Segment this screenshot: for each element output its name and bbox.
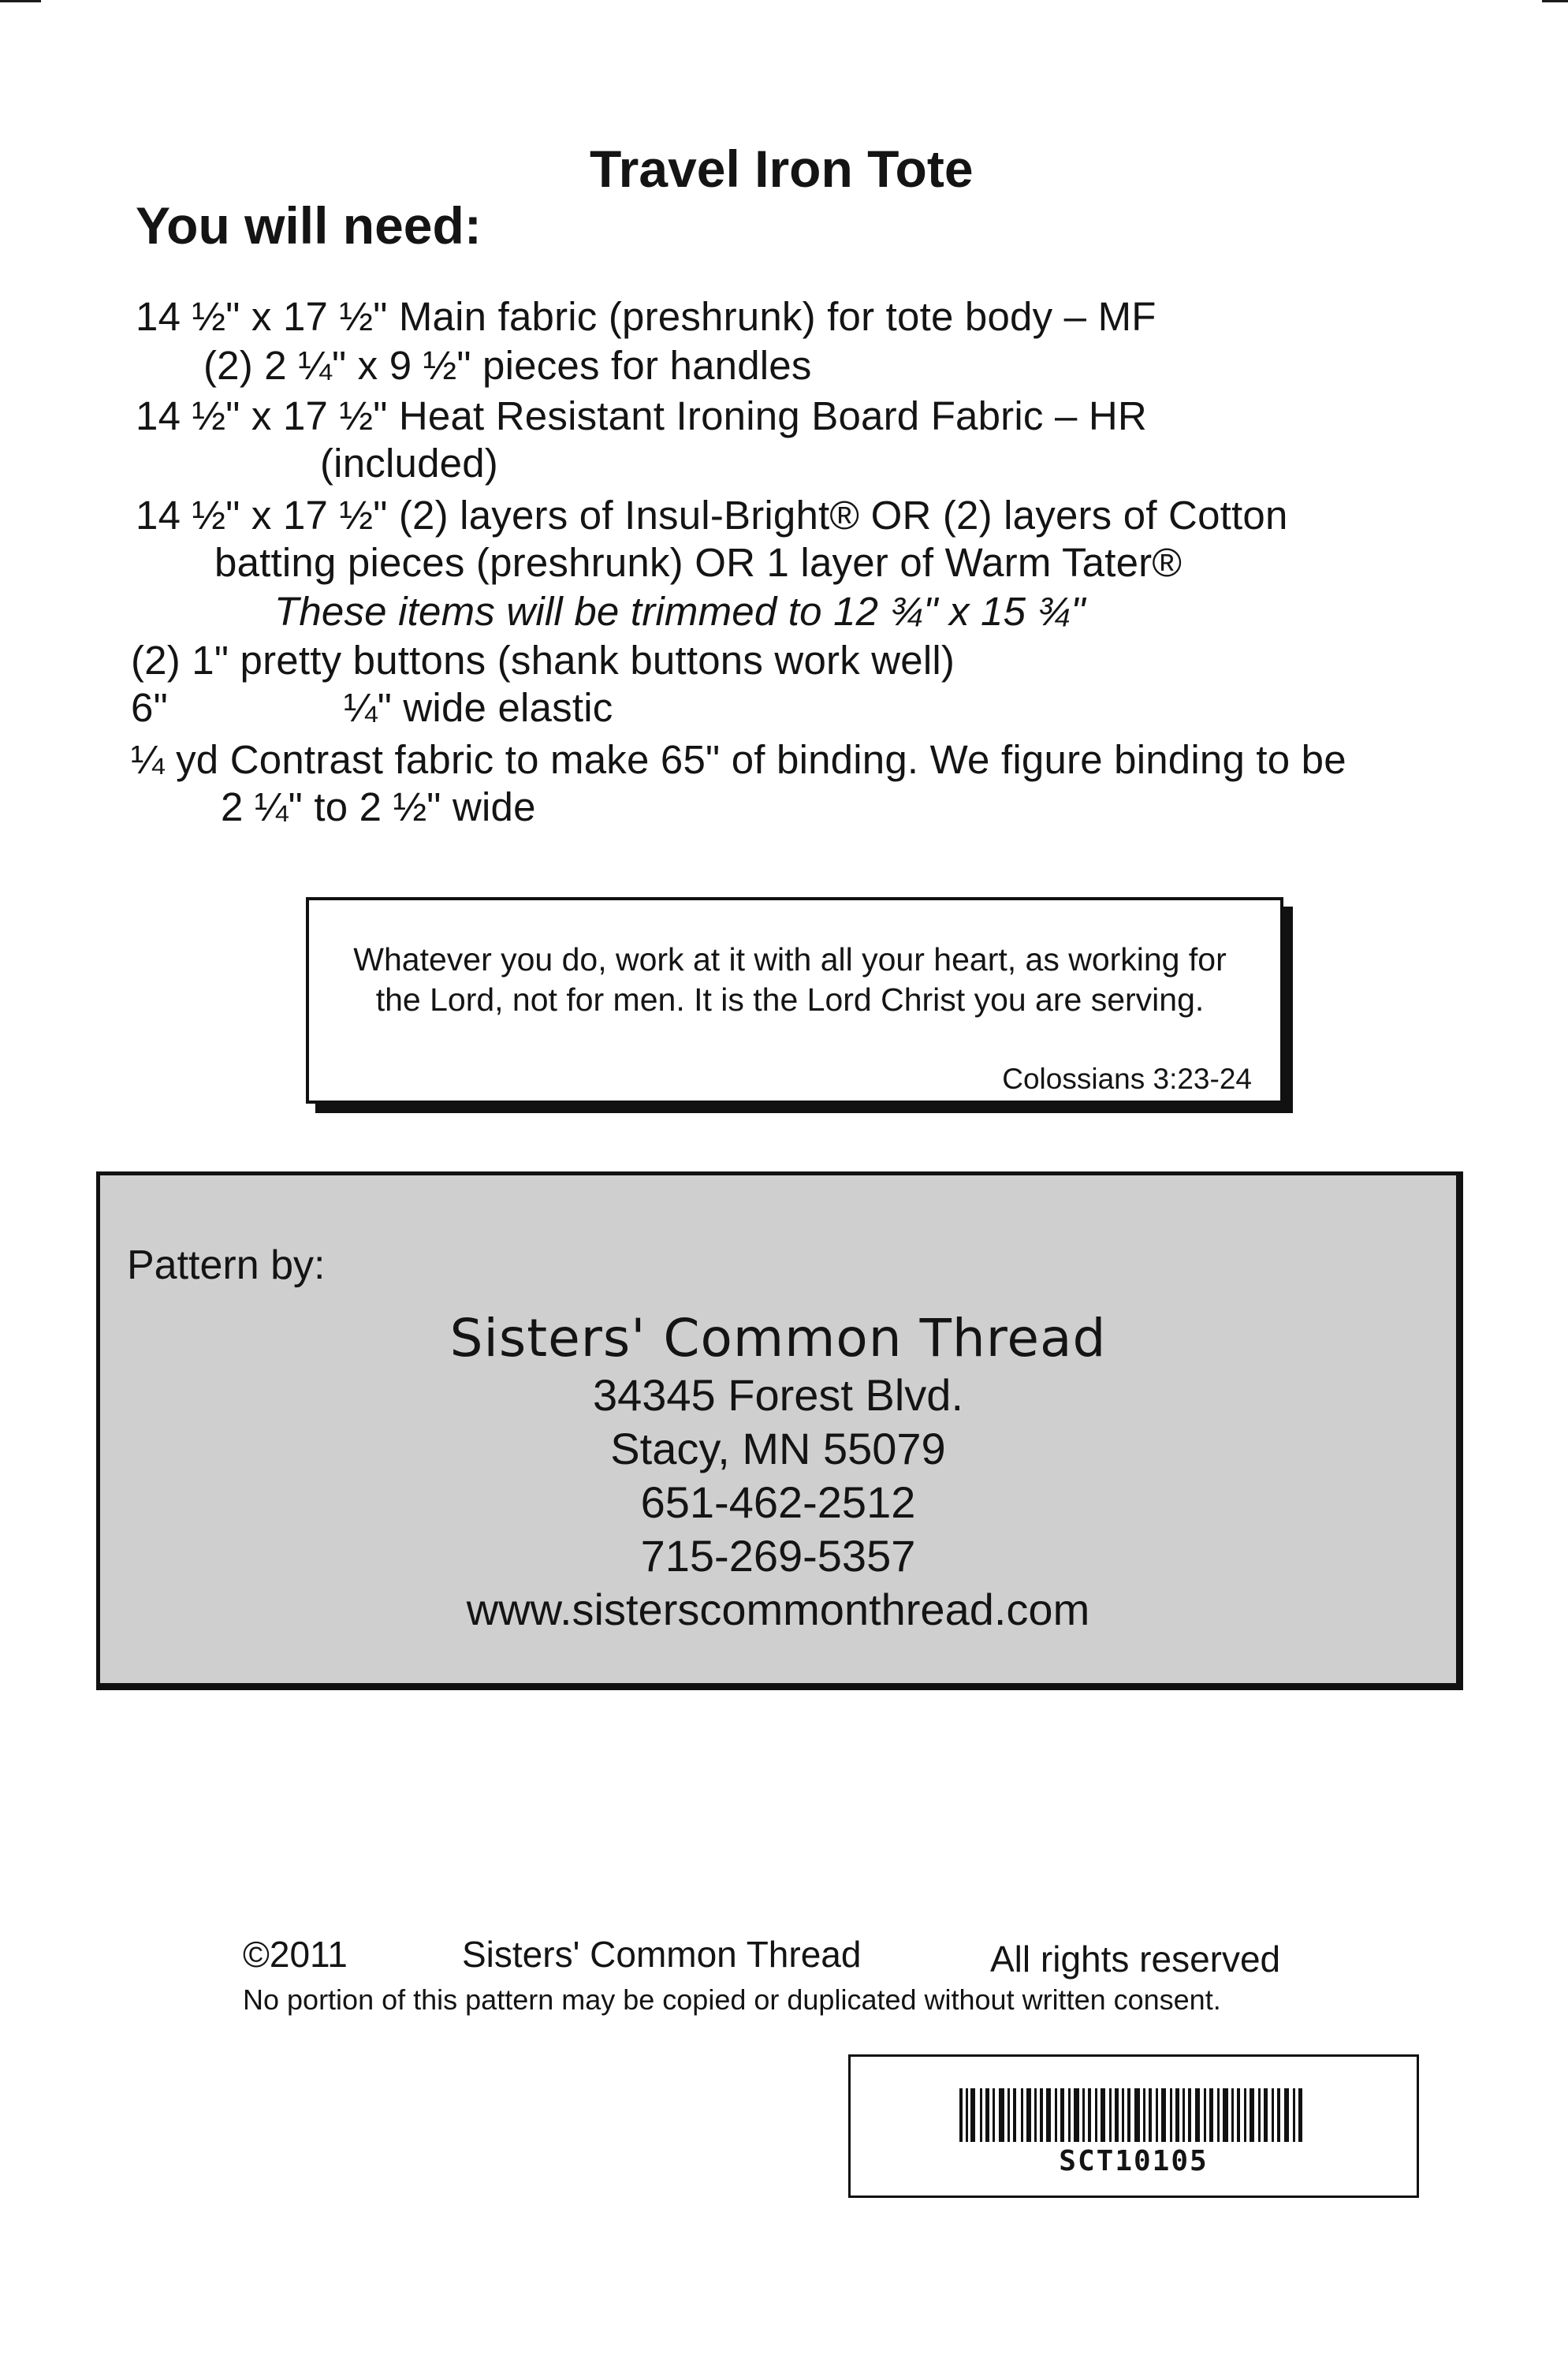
barcode-code: SCT10105: [1059, 2145, 1209, 2177]
scan-edge-mark: [0, 0, 41, 2]
material-line: (2) 2 ¼" x 9 ½" pieces for handles: [203, 343, 812, 388]
material-line: 14 ½" x 17 ½" Main fabric (preshrunk) for tote body – MF: [136, 294, 1156, 339]
copyright-year: ©2011: [243, 1934, 348, 1975]
barcode-icon: [959, 2088, 1306, 2142]
scan-edge-mark: [1542, 0, 1568, 2]
material-line: 2 ¼" to 2 ½" wide: [221, 784, 536, 829]
phone-number: 651-462-2512: [640, 1477, 916, 1527]
scripture-quote-box: [306, 897, 1283, 1104]
material-line: batting pieces (preshrunk) OR 1 layer of Warm Tater®: [214, 540, 1183, 585]
barcode-label: [848, 2054, 1419, 2198]
material-line: (2) 1" pretty buttons (shank buttons work well): [131, 638, 955, 683]
quote-text: Whatever you do, work at it with all your heart, as working for the Lord, not for men. It is the Lord Christ you are serving.: [353, 941, 1227, 1018]
material-line: 14 ½" x 17 ½" (2) layers of Insul-Bright® OR (2) layers of Cotton: [136, 493, 1288, 538]
pattern-by-label: Pattern by:: [127, 1242, 326, 1288]
material-line: 6": [131, 685, 168, 730]
city-state-zip: Stacy, MN 55079: [610, 1424, 946, 1473]
material-line: 14 ½" x 17 ½" Heat Resistant Ironing Board Fabric – HR: [136, 393, 1147, 438]
quote-reference: Colossians 3:23-24: [1002, 1063, 1252, 1095]
materials-heading: You will need:: [136, 196, 482, 255]
material-line: ¼ yd Contrast fabric to make 65" of binding. We figure binding to be: [131, 737, 1346, 782]
material-line: ¼" wide elastic: [344, 685, 613, 730]
company-name: Sisters' Common Thread: [449, 1308, 1107, 1369]
rights-reserved: All rights reserved: [990, 1939, 1281, 1980]
material-line: (included): [320, 441, 498, 486]
pattern-by-box: [96, 1171, 1463, 1690]
street-address: 34345 Forest Blvd.: [592, 1370, 964, 1420]
copy-notice: No portion of this pattern may be copied or duplicated without written consent.: [243, 1983, 1221, 2016]
page-title: Travel Iron Tote: [590, 140, 974, 198]
phone-number: 715-269-5357: [640, 1531, 916, 1581]
website: www.sisterscommonthread.com: [466, 1585, 1090, 1634]
footer-company: Sisters' Common Thread: [462, 1934, 862, 1975]
trim-note: These items will be trimmed to 12 ¾" x 15 ¾": [274, 589, 1086, 634]
